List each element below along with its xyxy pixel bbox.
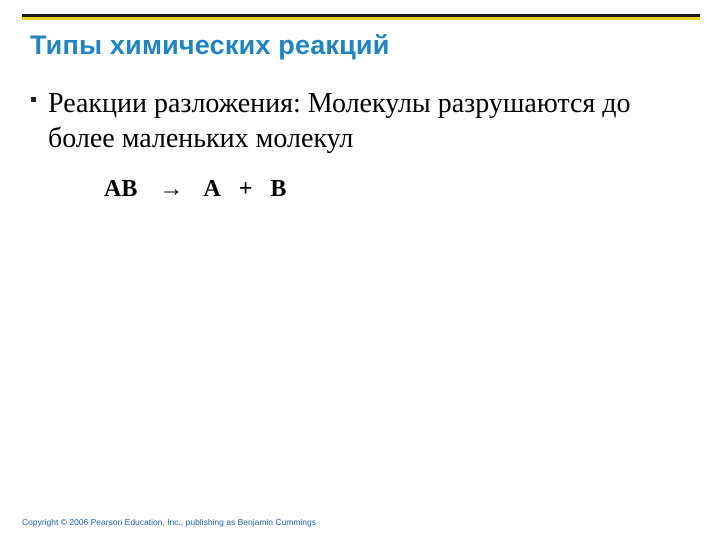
equation-reactant: AB [104,176,138,202]
equation-plus: + [238,176,253,202]
equation-arrow: → [159,176,184,202]
title-rule-yellow [22,17,700,20]
copyright-notice: Copyright © 2006 Pearson Education, Inc., publishing as Benjamin Cummings [22,517,317,527]
equation-product-b: B [270,176,287,202]
bullet-text: Реакции разложения: Молекулы разрушаются до более маленьких молекул [48,88,631,154]
equation-product-a: A [203,176,221,202]
slide-title: Типы химических реакций [30,30,390,60]
bullet-marker [31,97,36,102]
title-rule [22,14,700,20]
reaction-equation [104,176,286,203]
